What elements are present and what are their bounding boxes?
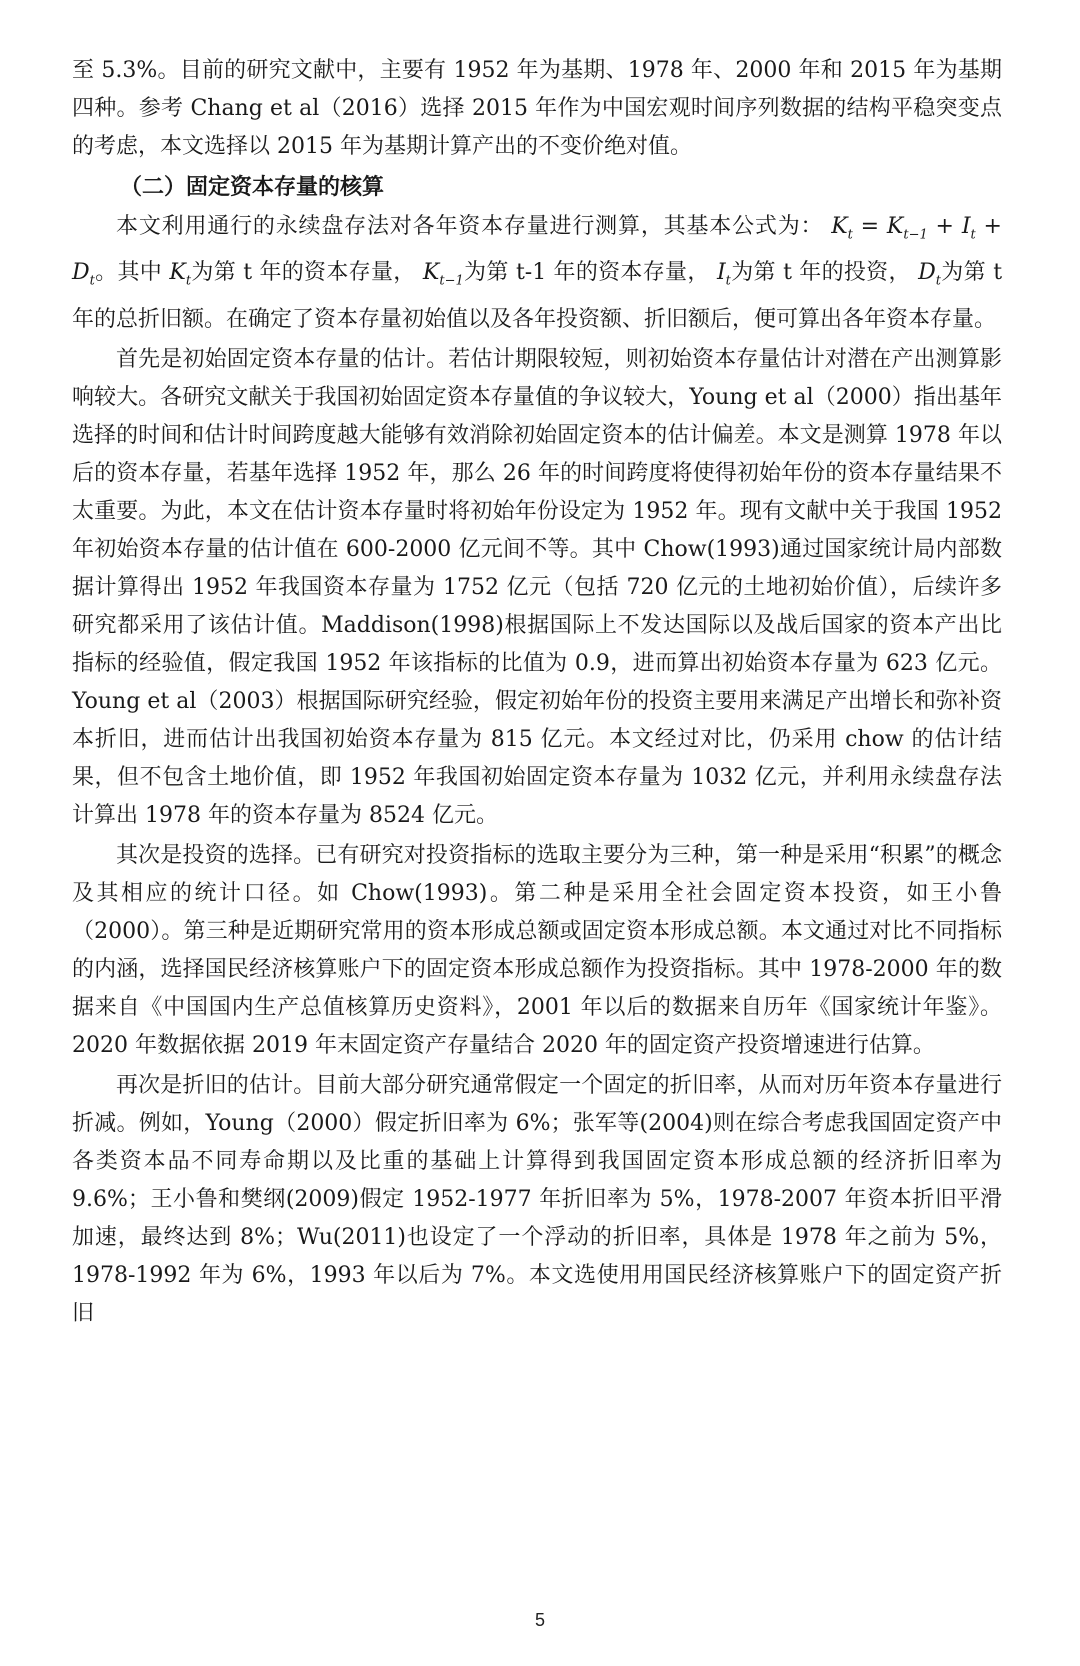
section-heading: （二）固定资本存量的核算 [120, 174, 385, 200]
symbol-k-t-1: $K_{t-1}$ [422, 260, 464, 289]
paragraph-3: 首先是初始固定资本存量的估计。若估计期限较短，则初始资本存量估计对潜在产出测算影响较大。各研究文献关于我国初始固定资本存量值的争议较大，Young et al（2000）指出基年选择的时间和估计时间跨度越大能够有效消除初始固定资本的估计偏差。本文是测算 1978 年以后的资本存量，若基年选择 1952 年，那么 26 年的时间跨度将使得初始年份的资本存量结果不太重要。为此，本文在估计资本存量时将初始年份设定为 1952 年。现有文献中关于我国 1952 年初始资本存量的估计值在 600-2000 亿元间不等。其中 Chow(1993)通过国家统计局内部数据计算得出 1952 年我国资本存量为 1752 亿元（包括 720 亿元的土地初始价值），后续许多研究都采用了该估计值。Maddison(1998)根据国际上不发达国际以及战后国家的资本产出比指标的经验值，假定我国 1952 年该指标的比值为 0.9，进而算出初始资本存量为 623 亿元。Young et al（2003）根据国际研究经验，假定初始年份的投资主要用来满足产出增长和弥补资本折旧，进而估计出我国初始资本存量为 815 亿元。本文经过对比，仍采用 chow 的估计结果，但不包含土地价值，即 1952 年我国初始固定资本存量为 1032 亿元，并利用永续盘存法计算出 1978 年的资本存量为 8524 亿元。 [72, 346, 1002, 828]
paragraph-2-intro: 本文利用通行的永续盘存法对各年资本存量进行测算，其基本公式为： [116, 214, 824, 239]
paragraph-2-b: 为第 t 年的资本存量， [191, 260, 416, 286]
paragraph-2-c: 为第 t-1 年的资本存量， [463, 260, 710, 286]
paragraph-2 [72, 208, 1002, 339]
page-number: 5 [534, 1610, 545, 1630]
paragraph-2-e: 为第 t 年的总折旧额。在确定了资本存量初始值以及各年投资额、折旧额后，便可算出各年资本存量。 [72, 260, 1003, 332]
symbol-k-t: $K_t$ [169, 260, 192, 289]
paragraph-2-d: 为第 t 年的投资， [730, 260, 911, 286]
paragraph-2-a: 。其中 [94, 260, 163, 286]
paragraph-1: 至 5.3%。目前的研究文献中，主要有 1952 年为基期、1978 年、2000 年和 2015 年为基期四种。参考 Chang et al（2016）选择 2015 年作为中国宏观时间序列数据的结构平稳突变点的考虑，本文选择以 2015 年为基期计算产出的不变价绝对值。 [72, 58, 1002, 159]
formula-perpetual-inventory: $K_t = K_{t-1} + I_t + D_t$ [72, 214, 1002, 289]
symbol-i-t: $I_t$ [716, 260, 731, 289]
paragraph-4: 其次是投资的选择。已有研究对投资指标的选取主要分为三种，第一种是采用“积累”的概念及其相应的统计口径。如 Chow(1993)。第二种是采用全社会固定资本投资，如王小鲁（2000）。第三种是近期研究常用的资本形成总额或固定资本形成总额。本文通过对比不同指标的内涵，选择国民经济核算账户下的固定资本形成总额作为投资指标。其中 1978-2000 年的数据来自《中国国内生产总值核算历史资料》，2001 年以后的数据来自历年《国家统计年鉴》。2020 年数据依据 2019 年末固定资产存量结合 2020 年的固定资产投资增速进行估算。 [72, 842, 1002, 1058]
paragraph-5: 再次是折旧的估计。目前大部分研究通常假定一个固定的折旧率，从而对历年资本存量进行折减。例如，Young（2000）假定折旧率为 6%；张军等(2004)则在综合考虑我国固定资产中各类资本品不同寿命期以及比重的基础上计算得到我国固定资本形成总额的经济折旧率为 9.6%；王小鲁和樊纲(2009)假定 1952-1977 年折旧率为 5%，1978-2007 年资本折旧平滑加速，最终达到 8%；Wu(2011)也设定了一个浮动的折旧率，具体是 1978 年之前为 5%，1978-1992 年为 6%，1993 年以后为 7%。本文选使用用国民经济核算账户下的固定资产折旧 [72, 1072, 1002, 1326]
symbol-d-t: $D_t$ [918, 260, 941, 289]
page-body [72, 52, 1002, 1335]
